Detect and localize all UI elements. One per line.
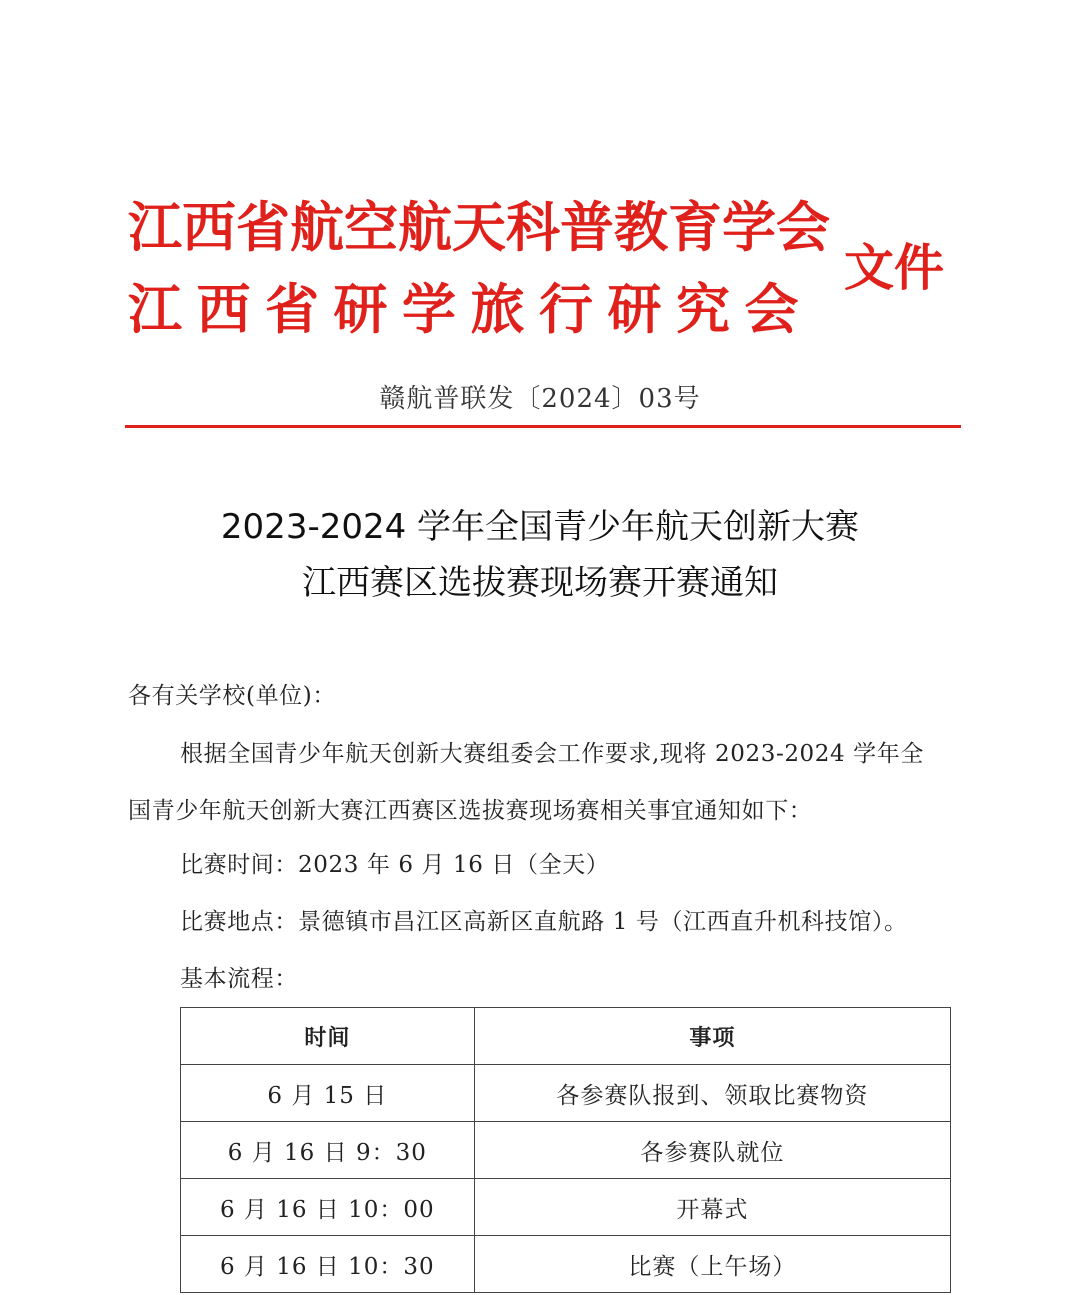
table-row xyxy=(181,1236,951,1293)
table-cell-time: 6 月 16 日 10：30 xyxy=(181,1236,475,1293)
org-name-line-1: 江西省航空航天科普教育学会 xyxy=(128,196,830,259)
header-divider xyxy=(125,425,961,428)
process-label: 基本流程： xyxy=(180,966,298,992)
table-row xyxy=(181,1065,951,1122)
document-number: 赣航普联发〔2024〕03号 xyxy=(379,384,701,414)
table-cell-item: 比赛（上午场） xyxy=(474,1236,950,1293)
body-paragraph-line-1: 根据全国青少年航天创新大赛组委会工作要求,现将 2023-2024 学年全 xyxy=(180,741,924,767)
schedule-table xyxy=(180,1007,951,1293)
table-cell-time: 6 月 15 日 xyxy=(181,1065,475,1122)
competition-time: 比赛时间：2023 年 6 月 16 日（全天） xyxy=(180,852,610,878)
org-name-line-2: 江西省研学旅行研究会 xyxy=(128,278,813,341)
column-header-time: 时间 xyxy=(181,1008,475,1065)
document-suffix: 文件 xyxy=(844,239,944,297)
table-header-row xyxy=(181,1008,951,1065)
table-cell-item: 各参赛队报到、领取比赛物资 xyxy=(474,1065,950,1122)
notice-title-line-2: 江西赛区选拔赛现场赛开赛通知 xyxy=(302,563,778,603)
table-cell-time: 6 月 16 日 9：30 xyxy=(181,1122,475,1179)
table-cell-item: 各参赛队就位 xyxy=(474,1122,950,1179)
notice-title-line-1: 2023-2024 学年全国青少年航天创新大赛 xyxy=(220,507,860,547)
body-paragraph-line-2: 国青少年航天创新大赛江西赛区选拔赛现场赛相关事宜通知如下： xyxy=(128,798,813,824)
document-header xyxy=(128,188,958,348)
table-row xyxy=(181,1179,951,1236)
table-cell-item: 开幕式 xyxy=(474,1179,950,1236)
table-cell-time: 6 月 16 日 10：00 xyxy=(181,1179,475,1236)
column-header-item: 事项 xyxy=(474,1008,950,1065)
competition-location: 比赛地点：景德镇市昌江区高新区直航路 1 号（江西直升机科技馆）。 xyxy=(180,909,908,935)
table-row xyxy=(181,1122,951,1179)
salutation: 各有关学校(单位)： xyxy=(128,683,336,709)
